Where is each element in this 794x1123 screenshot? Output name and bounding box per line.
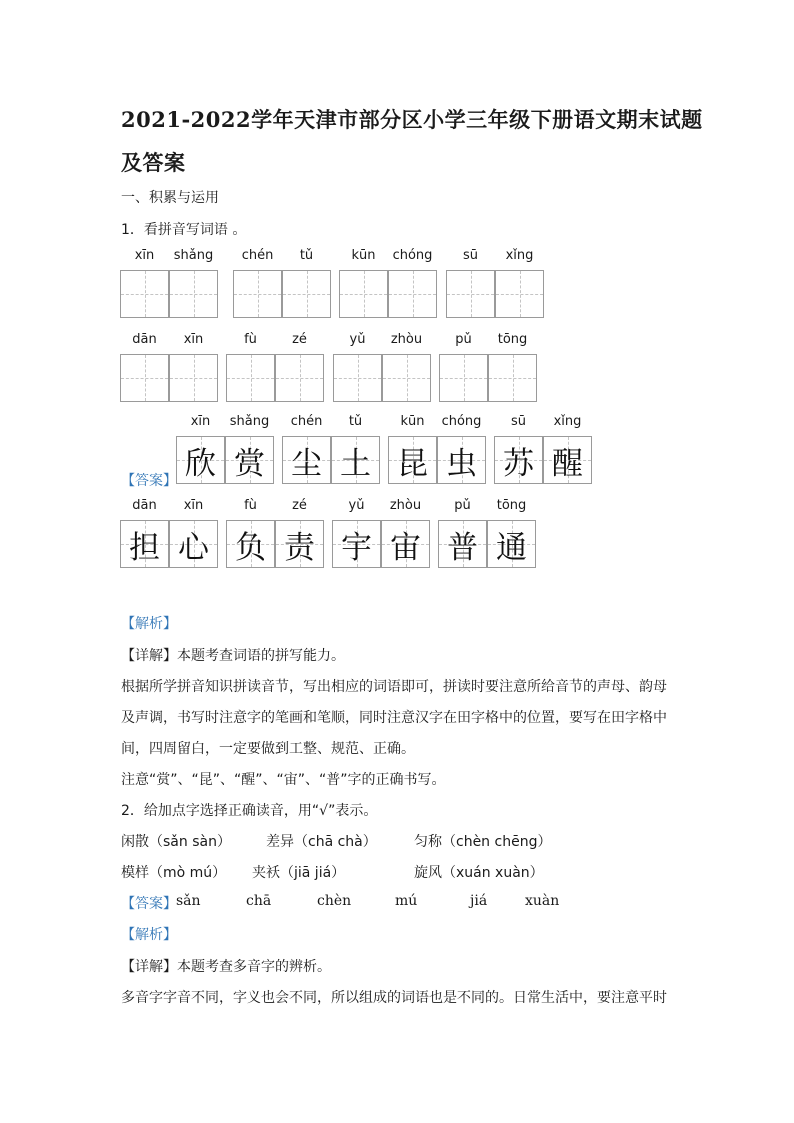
tianzige-cell[interactable]	[446, 270, 495, 318]
tianzige-cell[interactable]	[226, 354, 275, 402]
answer-label: 【答案】	[121, 473, 177, 489]
tianzige-cell	[437, 436, 486, 484]
pinyin-syllable: shǎng	[229, 414, 270, 429]
pinyin-syllable: xīn	[190, 414, 211, 429]
answer-character: 宇	[341, 529, 372, 566]
tianzige-cell	[120, 520, 169, 568]
answer-character: 心	[178, 529, 209, 566]
word-box	[446, 248, 544, 318]
tianzige-cell	[487, 520, 536, 568]
tianzige-cell	[275, 520, 324, 568]
pinyin-syllable: dān	[132, 498, 157, 513]
analysis-label: 【解析】	[121, 616, 177, 632]
pinyin-syllable: tǔ	[348, 414, 363, 429]
question-2: 2．给加点字选择正确读音，用“√”表示。	[121, 803, 378, 819]
paragraph-line: 多音字字音不同，字义也会不同，所以组成的词语也是不同的。日常生活中，要注意平时	[121, 990, 667, 1006]
answer-character: 欣	[185, 445, 216, 482]
tianzige-cell[interactable]	[488, 354, 537, 402]
answer-character: 苏	[503, 445, 534, 482]
pinyin-syllable: xǐng	[553, 414, 582, 429]
pinyin-grid-row-1	[120, 248, 545, 318]
answer-character: 虫	[446, 445, 477, 482]
section-heading: 一、积累与运用	[121, 190, 219, 206]
pinyin-syllable: fù	[244, 332, 257, 347]
tianzige-cell[interactable]	[120, 270, 169, 318]
answer-label-2: 【答案】	[121, 896, 177, 912]
tianzige-cell	[331, 436, 380, 484]
answer-character: 赏	[234, 445, 265, 482]
word-box	[226, 332, 324, 402]
tianzige-cell[interactable]	[333, 354, 382, 402]
pinyin-syllable: kūn	[400, 414, 425, 429]
tianzige-cell[interactable]	[169, 354, 218, 402]
tianzige-cell	[282, 436, 331, 484]
answer-word-box	[388, 414, 486, 484]
answer-character: 土	[340, 445, 371, 482]
tianzige-cell[interactable]	[439, 354, 488, 402]
tianzige-cell	[226, 520, 275, 568]
tianzige-cell	[176, 436, 225, 484]
word-box	[339, 248, 437, 318]
reading-option: 旋风（xuán xuàn）	[414, 865, 544, 881]
pinyin-syllable: xǐng	[505, 248, 534, 263]
pinyin-syllable: dān	[132, 332, 157, 347]
answer-word-box	[282, 414, 380, 484]
pinyin-syllable: yǔ	[348, 498, 365, 513]
reading-option: 差异（chā chà）	[266, 834, 377, 850]
tianzige-cell[interactable]	[495, 270, 544, 318]
answer-character: 担	[129, 529, 160, 566]
pinyin-syllable: chóng	[441, 414, 482, 429]
pinyin-syllable: kūn	[351, 248, 376, 263]
tianzige-cell[interactable]	[169, 270, 218, 318]
pinyin-syllable: chóng	[392, 248, 433, 263]
tianzige-cell	[381, 520, 430, 568]
pinyin-syllable: yǔ	[349, 332, 366, 347]
tianzige-cell[interactable]	[339, 270, 388, 318]
pinyin-syllable: sū	[462, 248, 478, 263]
pinyin-syllable: tōng	[496, 498, 527, 513]
reading-option: 匀称（chèn chēng）	[414, 834, 552, 850]
reading-option: 夹袄（jiā jiá）	[252, 865, 346, 881]
reading-option: 闲散（sǎn sàn）	[121, 834, 231, 850]
answer-word-box	[332, 498, 430, 568]
pinyin-syllable: chén	[290, 414, 323, 429]
answer-word-box	[438, 498, 536, 568]
word-box	[333, 332, 431, 402]
page-title-line1: 2021-2022学年天津市部分区小学三年级下册语文期末试题	[121, 107, 703, 132]
tianzige-cell[interactable]	[382, 354, 431, 402]
word-box	[120, 248, 218, 318]
answer-reading: xuàn	[525, 893, 560, 909]
detail-text-2: 【详解】本题考查多音字的辨析。	[121, 959, 331, 975]
pinyin-syllable: shǎng	[173, 248, 214, 263]
tianzige-cell[interactable]	[275, 354, 324, 402]
paragraph-line: 及声调，书写时注意字的笔画和笔顺，同时注意汉字在田字格中的位置，要写在田字格中	[121, 710, 667, 726]
analysis-label-2: 【解析】	[121, 927, 177, 943]
pinyin-syllable: tōng	[497, 332, 528, 347]
answer-character: 通	[496, 529, 527, 566]
tianzige-cell	[494, 436, 543, 484]
answer-character: 责	[284, 529, 315, 566]
answer-word-box	[494, 414, 592, 484]
tianzige-cell[interactable]	[120, 354, 169, 402]
tianzige-cell	[225, 436, 274, 484]
answer-character: 昆	[397, 445, 428, 482]
pinyin-syllable: fù	[244, 498, 257, 513]
word-box	[233, 248, 331, 318]
answer-reading: jiá	[470, 893, 488, 909]
question-1: 1．看拼音写词语 。	[121, 222, 247, 238]
paragraph-line: 间，四周留白，一定要做到工整、规范、正确。	[121, 741, 415, 757]
pinyin-syllable: chén	[241, 248, 274, 263]
word-box	[439, 332, 537, 402]
answer-reading: chā	[246, 893, 272, 909]
answer-word-box	[176, 414, 274, 484]
pinyin-syllable: pǔ	[454, 498, 471, 513]
answer-word-box	[120, 498, 218, 568]
pinyin-syllable: sū	[510, 414, 526, 429]
pinyin-syllable: zé	[292, 332, 307, 347]
pinyin-syllable: xīn	[183, 498, 204, 513]
paragraph-line: 根据所学拼音知识拼读音节，写出相应的词语即可，拼读时要注意所给音节的声母、韵母	[121, 679, 667, 695]
tianzige-cell	[438, 520, 487, 568]
reading-option: 模样（mò mú）	[121, 865, 227, 881]
answer-grid-row-1	[176, 414, 596, 484]
tianzige-cell	[332, 520, 381, 568]
answer-reading: sǎn	[176, 893, 201, 909]
tianzige-cell[interactable]	[282, 270, 331, 318]
answer-grid-row-2	[120, 498, 540, 568]
answer-character: 普	[447, 529, 478, 566]
pinyin-syllable: zhòu	[389, 498, 422, 513]
pinyin-grid-row-2	[120, 332, 545, 402]
tianzige-cell	[388, 436, 437, 484]
tianzige-cell[interactable]	[233, 270, 282, 318]
note-text: 注意“赏”、“昆”、“醒”、“宙”、“普”字的正确书写。	[121, 772, 446, 788]
answer-reading: mú	[395, 893, 418, 909]
pinyin-syllable: pǔ	[455, 332, 472, 347]
answer-word-box	[226, 498, 324, 568]
pinyin-syllable: xīn	[183, 332, 204, 347]
answer-character: 负	[235, 529, 266, 566]
answer-reading: chèn	[317, 893, 352, 909]
word-box	[120, 332, 218, 402]
answer-character: 尘	[291, 445, 322, 482]
page-title-line2: 及答案	[121, 150, 186, 175]
pinyin-syllable: zé	[292, 498, 307, 513]
tianzige-cell	[169, 520, 218, 568]
answer-character: 醒	[552, 445, 583, 482]
tianzige-cell[interactable]	[388, 270, 437, 318]
tianzige-cell	[543, 436, 592, 484]
pinyin-syllable: xīn	[134, 248, 155, 263]
answer-character: 宙	[390, 529, 421, 566]
detail-text: 【详解】本题考查词语的拼写能力。	[121, 648, 345, 664]
pinyin-syllable: zhòu	[390, 332, 423, 347]
pinyin-syllable: tǔ	[299, 248, 314, 263]
